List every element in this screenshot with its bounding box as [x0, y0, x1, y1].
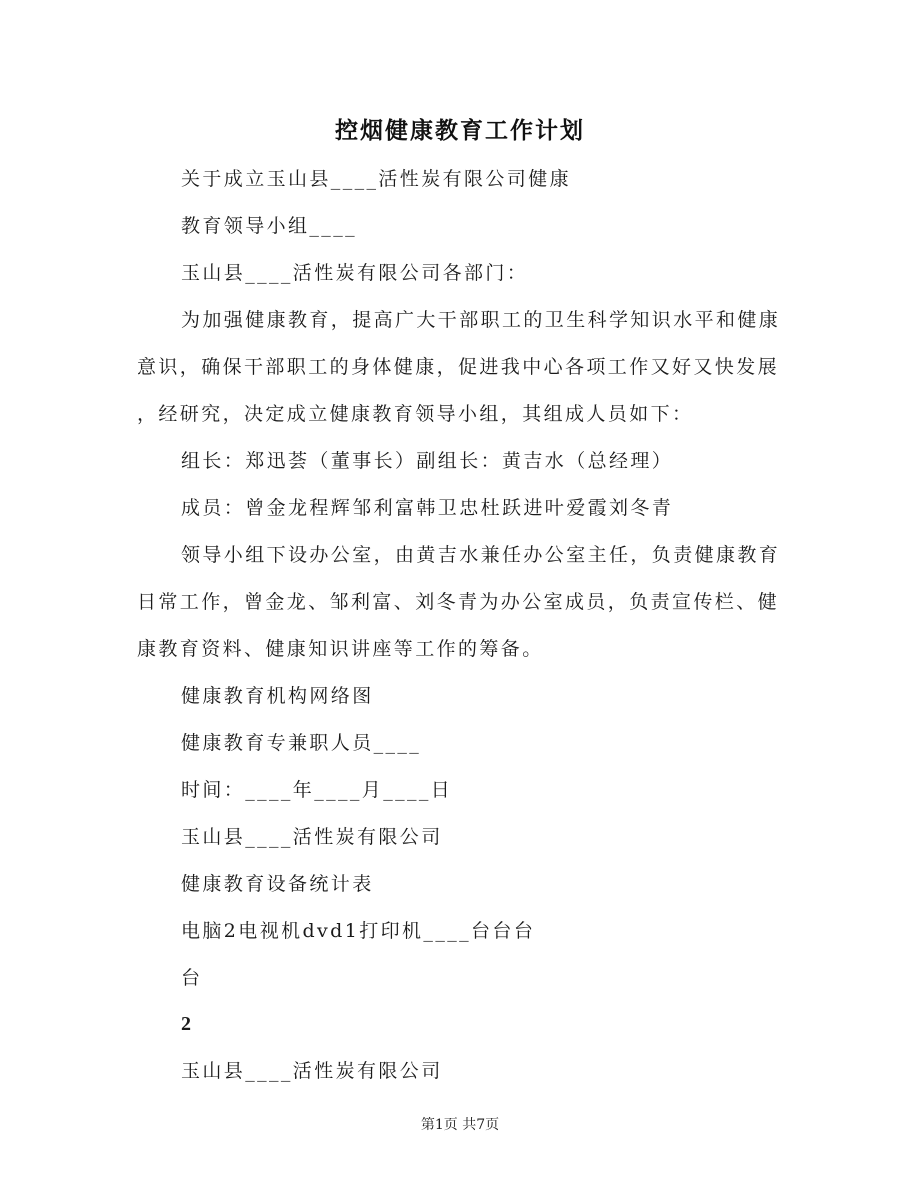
paragraph-line: 组长：郑迅荟（董事长）副组长：黄吉水（总经理）: [181, 450, 674, 472]
document-title: 控烟健康教育工作计划: [335, 117, 585, 144]
paragraph-line: 台: [181, 967, 203, 989]
paragraph-line: 为加强健康教育，提高广大干部职工的卫生科学知识水平和健康: [181, 309, 781, 331]
paragraph-line: 时间：____年____月____日: [181, 779, 453, 801]
paragraph-line: 电脑2电视机dvd1打印机____台台台: [181, 920, 536, 942]
paragraph-line: 领导小组下设办公室，由黄吉水兼任办公室主任，负责健康教育: [181, 544, 781, 566]
paragraph-line: 2: [181, 1013, 194, 1035]
paragraph-line: 成员：曾金龙程辉邹利富韩卫忠杜跃进叶爱霞刘冬青: [181, 497, 674, 519]
paragraph-line: 日常工作，曾金龙、邹利富、刘冬青为办公室成员，负责宣传栏、健: [137, 591, 780, 613]
paragraph-line: 健康教育专兼职人员____: [181, 732, 422, 754]
paragraph-line: 健康教育设备统计表: [181, 873, 374, 895]
page-footer: 第1页 共7页: [420, 1117, 500, 1133]
paragraph-line: 康教育资料、健康知识讲座等工作的筹备。: [137, 638, 544, 660]
paragraph-line: 意识，确保干部职工的身体健康，促进我中心各项工作又好又快发展: [137, 356, 780, 378]
paragraph-line: 教育领导小组____: [181, 215, 358, 237]
paragraph-line: 关于成立玉山县____活性炭有限公司健康: [181, 168, 572, 190]
paragraph-line: ，经研究，决定成立健康教育领导小组，其组成人员如下：: [137, 403, 694, 425]
paragraph-line: 玉山县____活性炭有限公司: [181, 1060, 443, 1082]
paragraph-line: 玉山县____活性炭有限公司: [181, 826, 443, 848]
paragraph-line: 玉山县____活性炭有限公司各部门：: [181, 262, 529, 284]
paragraph-line: 健康教育机构网络图: [181, 685, 374, 707]
